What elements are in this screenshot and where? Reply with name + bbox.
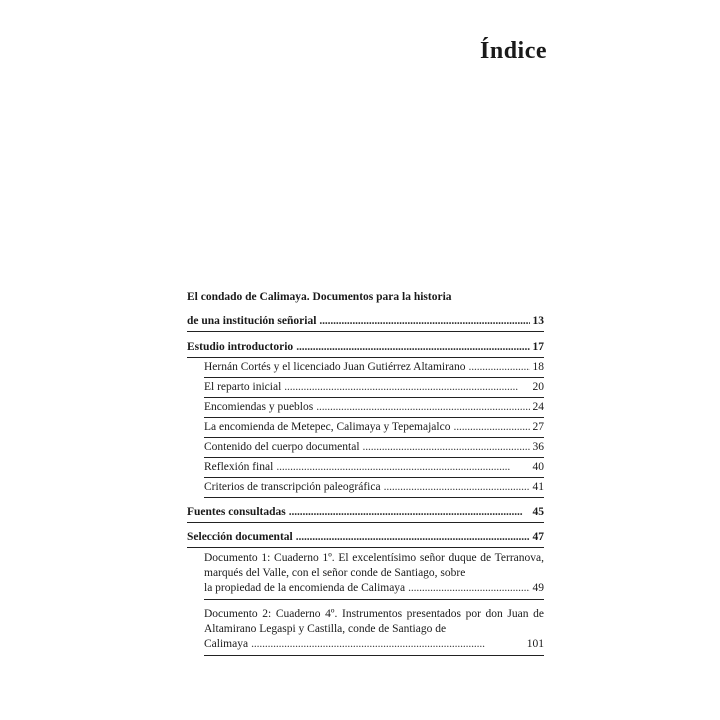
toc-entry-page: 36: [532, 441, 544, 453]
toc-entry-estudio[interactable]: [187, 338, 544, 358]
toc-entry-page: 20: [532, 381, 544, 393]
toc-entry-label: de una institución señorial: [187, 315, 317, 327]
leader-dots: [296, 340, 529, 354]
toc-intro-line1: El condado de Calimaya. Documentos para la historia: [187, 291, 452, 303]
toc-entry-label: Hernán Cortés y el licenciado Juan Gutiérrez Altamirano: [204, 361, 466, 373]
toc-entry-page: 47: [532, 531, 544, 543]
toc-entry-label: Fuentes consultadas: [187, 506, 286, 518]
leader-dots: [363, 440, 530, 454]
leader-dots: [284, 380, 529, 394]
toc-entry-label: Reflexión final: [204, 461, 274, 473]
page-title: Índice: [480, 38, 548, 64]
toc-subentry[interactable]: [204, 378, 544, 398]
leader-dots: [316, 400, 529, 414]
toc-entry-page: 17: [532, 341, 544, 353]
leader-dots: [276, 460, 529, 474]
toc-entry-seleccion[interactable]: [187, 528, 544, 548]
toc-entry-page: 18: [532, 361, 544, 373]
leader-dots: [384, 480, 530, 494]
toc-entry-label: El reparto inicial: [204, 381, 282, 393]
toc-subentry[interactable]: [204, 358, 544, 378]
toc-subentry[interactable]: [204, 418, 544, 438]
leader-dots: [453, 420, 529, 434]
toc-entry-page: 45: [532, 506, 544, 518]
leader-dots: [289, 505, 530, 519]
toc-document-entry[interactable]: [204, 548, 544, 600]
toc-entry-label: Estudio introductorio: [187, 341, 294, 353]
toc-subentry[interactable]: [204, 478, 544, 498]
toc-entry-page: 13: [532, 315, 544, 327]
toc-entry-label: Encomiendas y pueblos: [204, 401, 314, 413]
toc-entry-page: 41: [532, 481, 544, 493]
leader-dots: [251, 637, 524, 652]
toc-entry-page: 24: [532, 401, 544, 413]
toc-entry-page: 27: [532, 421, 544, 433]
table-of-contents: [187, 290, 544, 656]
toc-entry-label: Contenido del cuerpo documental: [204, 441, 360, 453]
document-text-last: la propiedad de la encomienda de Calimaya: [204, 582, 406, 594]
toc-subentry[interactable]: [204, 458, 544, 478]
document-text: Documento 2: Cuaderno 4º. Instrumentos presentados por don Juan de Altamirano Legaspi y Castilla, conde de Santiago de: [204, 608, 544, 635]
toc-entry-fuentes[interactable]: [187, 503, 544, 523]
toc-entry-page: 40: [532, 461, 544, 473]
toc-entry-intro[interactable]: [187, 312, 544, 332]
toc-entry-label: Selección documental: [187, 531, 293, 543]
toc-document-entry[interactable]: [204, 604, 544, 656]
toc-subentry[interactable]: [204, 438, 544, 458]
leader-dots: [296, 530, 530, 544]
leader-dots: [319, 314, 529, 328]
toc-entry-label: Criterios de transcripción paleográfica: [204, 481, 381, 493]
document-text: Documento 1: Cuaderno 1º. El excelentísimo señor duque de Terranova, marqués del Valle, con el señor conde de Santiago, sobre: [204, 552, 544, 579]
toc-entry-page: 101: [526, 638, 544, 650]
leader-dots: [408, 581, 529, 596]
toc-entry-label: La encomienda de Metepec, Calimaya y Tepemajalco: [204, 421, 451, 433]
toc-subentry[interactable]: [204, 398, 544, 418]
leader-dots: [469, 360, 530, 374]
toc-entry-page: 49: [532, 582, 544, 594]
document-text-last: Calimaya: [204, 638, 249, 650]
